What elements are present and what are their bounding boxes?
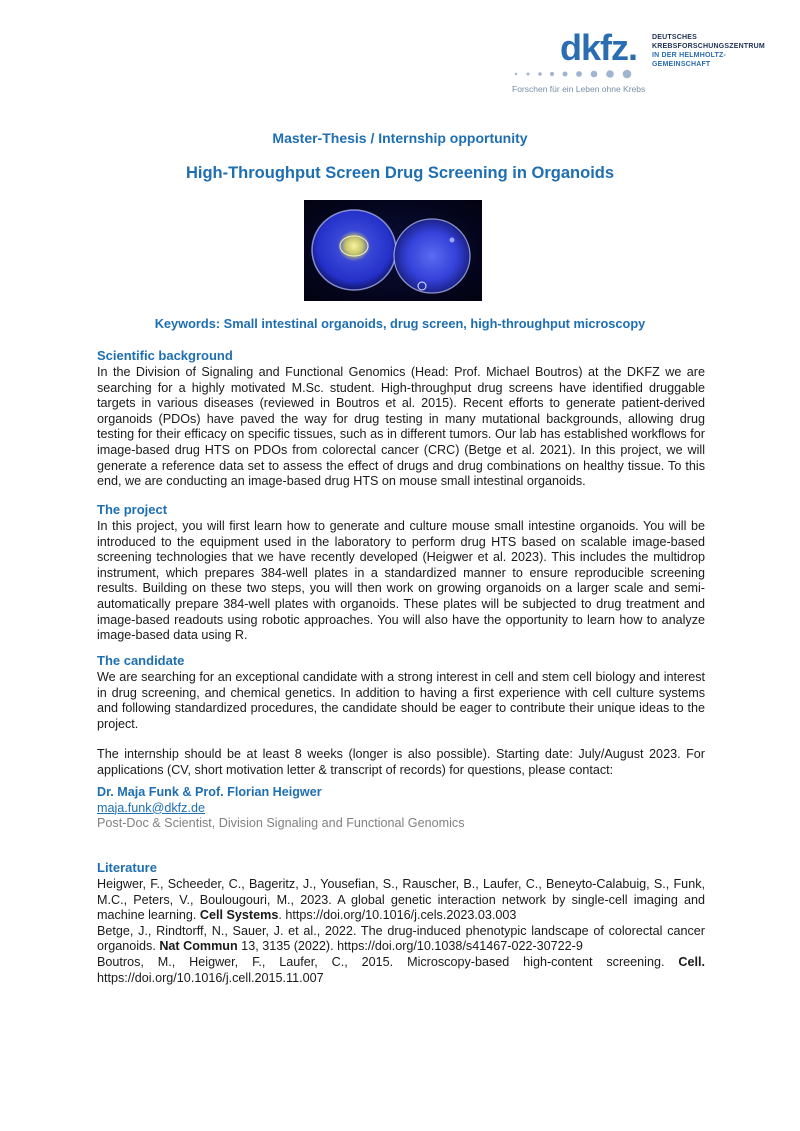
section-the-project: [97, 502, 705, 644]
section-heading: The candidate: [97, 653, 185, 668]
organoid-microscopy-image: [304, 200, 482, 301]
reference-journal: Nat Commun: [159, 939, 238, 954]
section-heading: Literature: [97, 860, 157, 875]
reference-text: Boutros, M., Heigwer, F., Laufer, C., 2015. Microscopy-based high-content screening.: [97, 954, 679, 969]
logo-dots-icon: [512, 69, 642, 79]
logo-org-line-2: KREBSFORSCHUNGSZENTRUM: [652, 43, 765, 50]
reference-text: Betge, J., Rindtorff, N., Sauer, J. et al., 2022. The drug-induced phenotypic landscape of colorectal cancer organoids.: [97, 923, 705, 954]
logo-org-line-3: IN DER HELMHOLTZ-GEMEINSCHAFT: [652, 52, 727, 68]
keywords: Keywords: Small intestinal organoids, drug screen, high-throughput microscopy: [154, 316, 646, 331]
section-the-candidate: [97, 653, 705, 779]
contact-email-link[interactable]: maja.funk@dkfz.de: [97, 800, 205, 815]
section-literature: [97, 860, 705, 986]
reference-item: [97, 955, 705, 986]
logo-tagline: Forschen für ein Leben ohne Krebs: [512, 84, 646, 94]
logo-organization: [652, 33, 778, 69]
section-text: In the Division of Signaling and Functional Genomics (Head: Prof. Michael Boutros) at the DKFZ we are searching for a highly motivated M.Sc. student. High-throughput drug screens have identified druggable targets in various diseases (reviewed in Boutros et al. 2015). Recent efforts to generate patient-derived organoids (PDOs) have paved the way for drug testing in many mutational backgrounds, allowing drug testing for their efficacy on specific tissues, such as in different tumors. Our lab has established workflows for image-based drug HTS on PDOs from colorectal cancer (CRC) (Betge et al. 2021). In this project, we will generate a reference data set to assess the effect of drugs and drug combinations on healthy tissue. To this end, we are conducting an image-based drug HTS on mouse small intestinal organoids.: [97, 365, 705, 489]
dkfz-logo: [508, 27, 778, 100]
contact-role: Post-Doc & Scientist, Division Signaling and Functional Genomics: [97, 816, 465, 831]
reference-doi: 13, 3135 (2022). https://doi.org/10.1038/s41467-022-30722-9: [237, 939, 583, 954]
reference-text: Heigwer, F., Scheeder, C., Bageritz, J., Yousefian, S., Rauscher, B., Laufer, C., Beneyto-Calabuig, S., Funk, M.C., Peters, V., Boulougouri, M., 2023. A global genetic interaction network by single-cell imaging and machine learning.: [97, 877, 705, 923]
reference-journal: Cell.: [678, 954, 705, 969]
page-title: High-Throughput Screen Drug Screening in Organoids: [185, 164, 615, 182]
reference-journal: Cell Systems: [199, 908, 279, 923]
logo-mark: dkfz.: [560, 27, 638, 68]
reference-doi: . https://doi.org/10.1016/j.cels.2023.03.003: [278, 908, 517, 923]
contact-block: [97, 785, 705, 832]
section-heading: The project: [97, 502, 168, 517]
section-scientific-background: [97, 348, 705, 490]
contact-name: Dr. Maja Funk & Prof. Florian Heigwer: [97, 785, 322, 799]
reference-doi: https://doi.org/10.1016/j.cell.2015.11.007: [97, 970, 324, 985]
section-text: We are searching for an exceptional candidate with a strong interest in cell and stem cell biology and interest in drug screening, and chemical genetics. In addition to having a first experience with cell culture systems and following standardized procedures, the candidate should be eager to contribute their unique ideas to the project.: [97, 670, 705, 731]
section-heading: Scientific background: [97, 348, 233, 363]
page-subtitle: Master-Thesis / Internship opportunity: [272, 130, 528, 146]
section-text: In this project, you will first learn how to generate and culture mouse small intestine organoids. You will be introduced to the equipment used in the laboratory to perform drug HTS based on scalable image-based screening technologies that we have recently developed (Heigwer et al. 2023). This includes the multidrop instrument, which prepares 384-well plates in a standardized manner to ensure reproducible screening results. Building on these two steps, you will then work on growing organoids on a larger scale and semi-automatically prepare 384-well plates with organoids. These plates will be subjected to drug treatment and image-based readouts using robotic approaches. You will also have the opportunity to learn how to analyze image-based data using R.: [97, 519, 705, 643]
logo-org-line-1: DEUTSCHES: [652, 34, 697, 41]
reference-item: [97, 924, 705, 955]
reference-item: [97, 877, 705, 924]
internship-info: The internship should be at least 8 weeks (longer is also possible). Starting date: July/August 2023. For applications (CV, short motivation letter & transcript of records) for questions, please contact:: [97, 747, 705, 777]
